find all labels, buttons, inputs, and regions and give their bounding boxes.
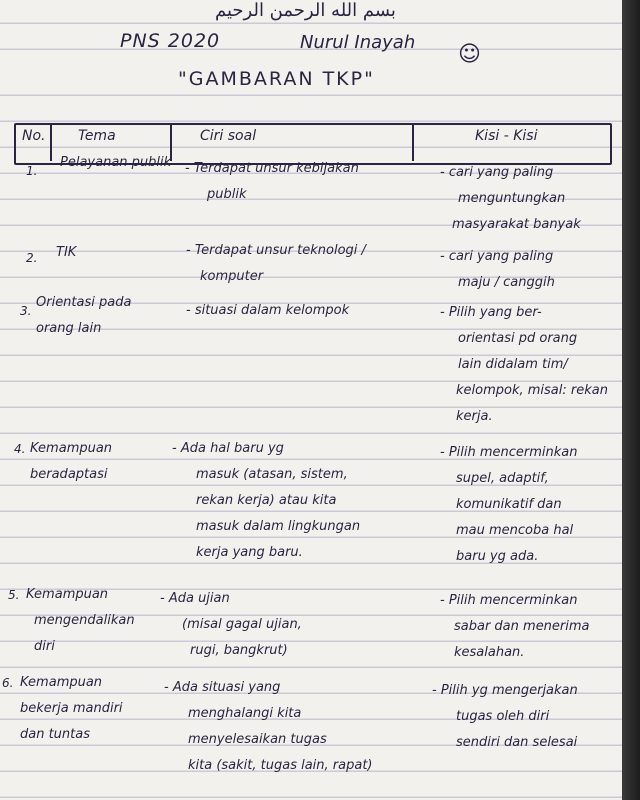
row-ciri: - Terdapat unsur teknologi / komputer xyxy=(186,243,366,284)
row-number: 3. xyxy=(20,304,32,318)
page-edge-shadow xyxy=(622,0,640,800)
row-tema: Pelayanan publik xyxy=(60,155,172,170)
row-number: 1. xyxy=(26,164,38,178)
row-kisi: - cari yang paling menguntungkan masyarakat banyak xyxy=(440,165,581,232)
row-kisi: - Pilih yg mengerjakan tugas oleh diri sendiri dan selesai xyxy=(432,683,578,750)
row-tema: Orientasi pada orang lain xyxy=(36,295,132,336)
row-tema: Kemampuan mengendalikan diri xyxy=(26,587,135,654)
row-kisi: - Pilih yang ber- orientasi pd orang lain didalam tim/ kelompok, misal: rekan kerja. xyxy=(440,305,608,424)
row-tema: Kemampuan bekerja mandiri dan tuntas xyxy=(20,675,123,742)
author-name: Nurul Inayah xyxy=(300,32,416,53)
row-tema: TIK xyxy=(56,245,77,260)
row-kisi: - Pilih mencerminkan supel, adaptif, komunikatif dan mau mencoba hal baru yg ada. xyxy=(440,445,578,564)
row-ciri: - situasi dalam kelompok xyxy=(186,303,350,318)
column-divider xyxy=(412,123,414,161)
row-tema: Kemampuan beradaptasi xyxy=(30,441,113,482)
row-ciri: - Ada ujian (misal gagal ujian, rugi, bangkrut) xyxy=(160,591,302,658)
row-ciri: - Terdapat unsur kebijakan publik xyxy=(185,161,359,202)
smiley-icon: ☺ xyxy=(458,42,481,67)
row-ciri: - Ada situasi yang menghalangi kita menyelesaikan tugas kita (sakit, tugas lain, rapat) xyxy=(164,680,373,773)
row-number: 6. xyxy=(2,676,14,690)
row-number: 5. xyxy=(8,588,20,602)
basmalah-text: بسم الله الرحمن الرحيم xyxy=(215,0,396,21)
row-kisi: - cari yang paling maju / canggih xyxy=(440,249,555,290)
page-title: "GAMBARAN TKP" xyxy=(178,68,375,90)
column-divider xyxy=(50,123,52,161)
column-header-kisi: Kisi - Kisi xyxy=(475,128,538,144)
column-header-tema: Tema xyxy=(78,128,116,144)
row-number: 4. xyxy=(14,442,26,456)
row-ciri: - Ada hal baru yg masuk (atasan, sistem, rekan kerja) atau kita masuk dalam lingkungan kerja yang baru. xyxy=(172,441,361,560)
row-kisi: - Pilih mencerminkan sabar dan menerima kesalahan. xyxy=(440,593,590,660)
row-number: 2. xyxy=(26,251,38,265)
exam-title: PNS 2020 xyxy=(120,30,221,52)
column-header-no: No. xyxy=(22,128,46,144)
column-header-ciri: Ciri soal xyxy=(200,128,257,144)
